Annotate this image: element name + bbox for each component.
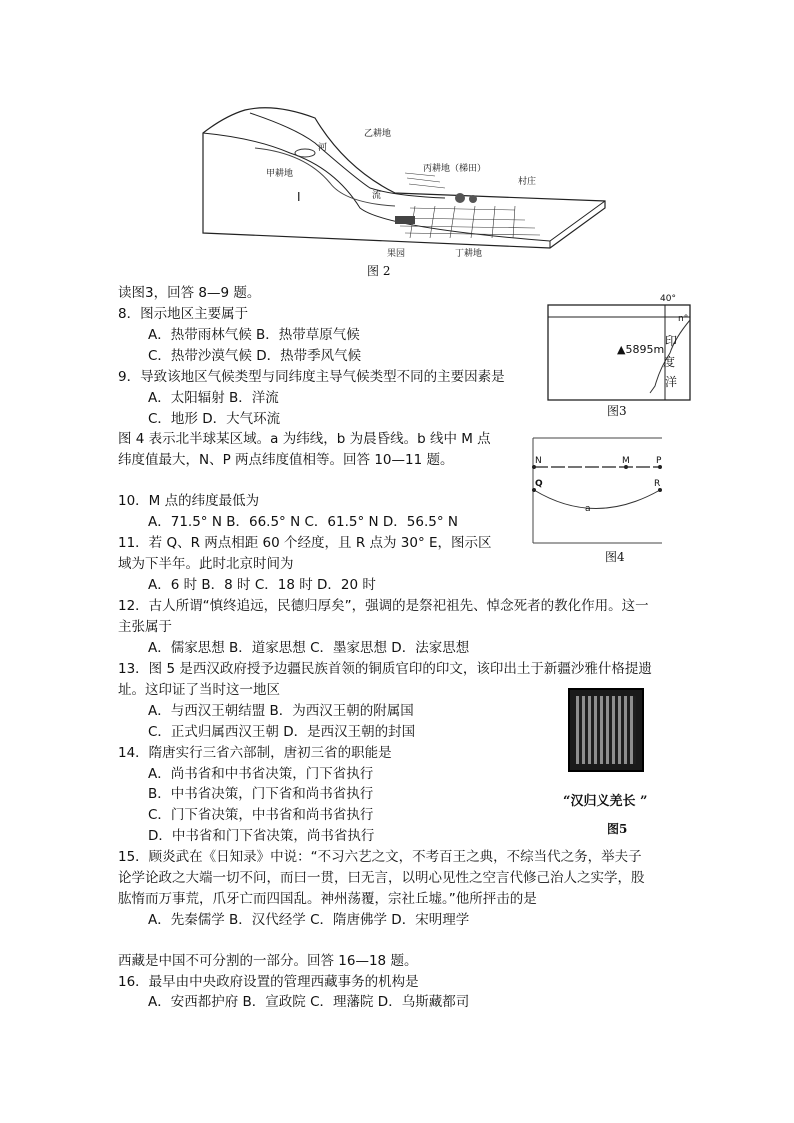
q13-options-cd: C．正式归属西汉王朝 D．是西汉王朝的封国 <box>148 724 416 740</box>
fig3-latitude: n° <box>678 314 689 324</box>
fig3-peak: ▲5895m <box>617 343 665 356</box>
q14-option-a: A．尚书省和中书省决策，门下省执行 <box>148 766 374 782</box>
fig4-point-M: M <box>622 456 630 466</box>
question-15-line2: 论学论政之大端一切不问，而曰一贯，曰无言，以明心见性之空言代修己治人之实学，股 <box>118 870 645 886</box>
q11-options: A．6 时 B．8 时 C．18 时 D．20 时 <box>148 577 376 593</box>
question-13-line2: 址。这印证了当时这一地区 <box>118 682 280 698</box>
fig2-label-liu: 流 <box>372 191 382 201</box>
fig4-point-R: R <box>654 479 661 489</box>
seal-image <box>568 688 644 772</box>
fig2-label-he: 河 <box>318 143 328 153</box>
fig2-label-village: 村庄 <box>518 177 537 187</box>
question-16: 16．最早由中央政府设置的管理西藏事务的机构是 <box>118 974 419 990</box>
fig2-label-orchard: 果园 <box>387 249 406 259</box>
fig2-label-ding: 丁耕地 <box>455 249 483 259</box>
fig3-ocean-3: 洋 <box>665 375 678 389</box>
question-12-line2: 主张属于 <box>118 619 172 635</box>
fig4-caption: 图4 <box>605 550 625 564</box>
intro-q10-11-line2: 纬度值最大，N、P 两点纬度值相等。回答 10—11 题。 <box>118 452 454 468</box>
question-15-line3: 肱惰而万事荒，爪牙亡而四国乱。神州荡覆，宗社丘墟。”他所抨击的是 <box>118 891 537 907</box>
q10-options: A．71.5° N B．66.5° N C．61.5° N D．56.5° N <box>148 514 458 530</box>
q8-options-ab: A．热带雨林气候 B．热带草原气候 <box>148 327 360 343</box>
fig3-longitude: 40° <box>660 294 676 304</box>
fig4-point-P: P <box>656 456 662 466</box>
fig2-label-yi: 乙耕地 <box>364 129 392 139</box>
fig2-label-bing: 丙耕地（梯田） <box>423 164 487 174</box>
fig2-caption: 图 2 <box>367 264 391 278</box>
question-9: 9．导致该地区气候类型与同纬度主导气候类型不同的主要因素是 <box>118 369 505 385</box>
q14-option-c: C．门下省决策，中书省和尚书省执行 <box>148 807 374 823</box>
question-11-line1: 11．若 Q、R 两点相距 60 个经度，且 R 点为 30° E，图示区 <box>118 535 492 551</box>
figure-2-landscape-diagram <box>195 98 615 258</box>
q9-options-cd: C．地形 D．大气环流 <box>148 411 281 427</box>
q16-options: A．安西都护府 B．宣政院 C．理藩院 D．乌斯藏都司 <box>148 994 470 1010</box>
fig2-label-I: I <box>297 190 301 204</box>
q15-options: A．先秦儒学 B．汉代经学 C．隋唐佛学 D．宋明理学 <box>148 912 470 928</box>
intro-q10-11-line1: 图 4 表示北半球某区域。a 为纬线，b 为晨昏线。b 线中 M 点 <box>118 431 491 447</box>
question-8: 8．图示地区主要属于 <box>118 306 249 322</box>
intro-q16-18: 西藏是中国不可分割的一部分。回答 16—18 题。 <box>118 953 418 969</box>
question-14: 14．隋唐实行三省六部制，唐初三省的职能是 <box>118 745 392 761</box>
fig2-label-jia: 甲耕地 <box>266 169 294 179</box>
fig3-ocean-1: 印 <box>665 334 678 348</box>
question-12-line1: 12．古人所谓“慎终追远，民德归厚矣”，强调的是祭祀祖先、悼念死者的教化作用。这一 <box>118 598 649 614</box>
intro-q8-9: 读图3，回答 8—9 题。 <box>118 285 261 301</box>
fig3-ocean-2: 度 <box>663 355 676 369</box>
fig3-caption: 图3 <box>607 404 627 418</box>
fig4-line-a: a <box>585 504 591 514</box>
question-11-line2: 域为下半年。此时北京时间为 <box>118 556 294 572</box>
question-10: 10．M 点的纬度最低为 <box>118 493 260 509</box>
figure-4-diagram <box>530 435 665 547</box>
q14-option-d: D．中书省和门下省决策，尚书省执行 <box>148 828 375 844</box>
fig4-point-Q: Q <box>535 479 543 489</box>
question-13-line1: 13．图 5 是西汉政府授予边疆民族首领的铜质官印的印文，该印出土于新疆沙雅什格提遗 <box>118 661 652 677</box>
fig5-caption: 图5 <box>607 822 628 836</box>
question-15-line1: 15．顾炎武在《日知录》中说：“不习六艺之文，不考百王之典，不综当代之务，举夫子 <box>118 849 642 865</box>
q8-options-cd: C．热带沙漠气候 D．热带季风气候 <box>148 348 362 364</box>
q9-options-ab: A．太阳辐射 B．洋流 <box>148 390 279 406</box>
fig4-point-N: N <box>535 456 542 466</box>
q12-options: A．儒家思想 B．道家思想 C．墨家思想 D．法家思想 <box>148 640 470 656</box>
q14-option-b: B．中书省决策，门下省和尚书省执行 <box>148 786 374 802</box>
fig5-seal-caption: “汉归义羌长 ” <box>563 794 648 809</box>
q13-options-ab: A．与西汉王朝结盟 B．为西汉王朝的附属国 <box>148 703 414 719</box>
